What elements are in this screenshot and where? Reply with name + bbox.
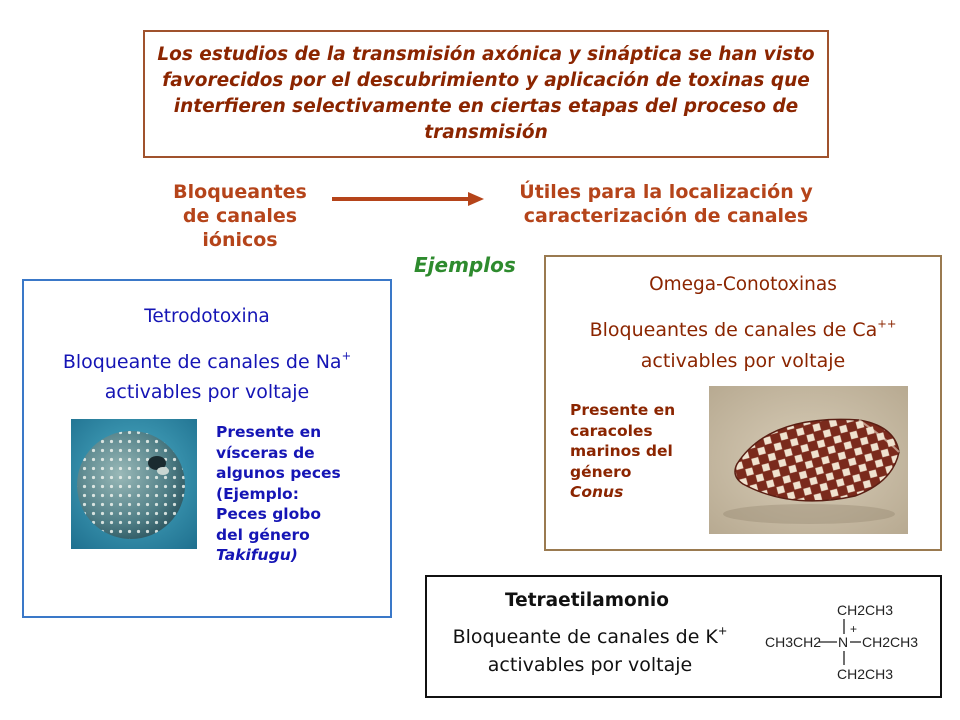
usefulness-heading-line: caracterización de canales (523, 205, 809, 227)
tetrodotoxin-description (24, 347, 390, 407)
omega-desc-text: Bloqueantes de canales de Ca (589, 319, 878, 341)
pufferfish-photo (71, 419, 197, 549)
omega-conotoxin-box (544, 255, 942, 551)
tetraethylammonium-description (427, 623, 753, 679)
formula-left: CH3CH2 (765, 634, 822, 650)
omega-desc-line: activables por voltaje (640, 350, 846, 372)
blockers-heading (158, 180, 322, 252)
calcium-charge: ++ (877, 316, 897, 331)
genus-name: Takifugu) (216, 546, 298, 564)
intro-text: Los estudios de la transmisión axónica y sináptica se han visto favorecidos por el descubrimiento y aplicación de toxinas que interfieren selectivamente en ciertas etapas del proceso de transmisión (157, 44, 815, 143)
tetraethylammonium-title: Tetraetilamonio (505, 590, 669, 611)
tetrodotoxin-desc-line: activables por voltaje (104, 381, 310, 403)
tea-desc-line (427, 623, 753, 651)
formula-right: CH2CH3 (862, 634, 919, 650)
blockers-heading-line: de canales (182, 205, 298, 227)
tetrodotoxin-note (216, 422, 386, 566)
tetraethylammonium-structure (761, 601, 943, 685)
note-line: Presente en (216, 423, 322, 441)
note-line: vísceras de (216, 443, 315, 462)
tea-desc-text: Bloqueante de canales de K (452, 626, 718, 648)
note-line: algunos peces (216, 464, 341, 482)
usefulness-heading (478, 180, 854, 228)
note-line: caracoles (570, 421, 653, 440)
intro-box (143, 30, 829, 158)
right-arrow-icon (330, 189, 486, 209)
tetrodotoxin-desc-text: Bloqueante de canales de Na (62, 351, 342, 373)
formula-top: CH2CH3 (837, 602, 894, 618)
omega-desc-line (546, 315, 940, 346)
potassium-charge: + (717, 623, 728, 638)
formula-bottom: CH2CH3 (837, 666, 894, 682)
omega-conotoxin-title: Omega-Conotoxinas (649, 274, 837, 295)
genus-name: Conus (570, 483, 624, 501)
blockers-heading-line: iónicos (202, 229, 278, 251)
formula-center: N (838, 634, 849, 650)
cone-snail-photo (709, 386, 908, 534)
tetrodotoxin-box (22, 279, 392, 618)
tetrodotoxin-title: Tetrodotoxina (144, 306, 270, 327)
note-line: marinos del (570, 442, 673, 460)
usefulness-heading-line: Útiles para la localización y (519, 181, 813, 203)
blockers-heading-line: Bloqueantes (173, 181, 307, 203)
tetrodotoxin-desc-line (24, 347, 390, 377)
note-line: del género (216, 525, 310, 544)
omega-conotoxin-description (546, 315, 940, 377)
note-line: (Ejemplo: (216, 484, 299, 503)
note-line: género (570, 462, 632, 481)
omega-conotoxin-note (570, 400, 720, 503)
sodium-charge: + (341, 348, 352, 363)
note-line: Peces globo (216, 505, 321, 523)
formula-charge: + (850, 622, 858, 636)
note-line: Presente en (570, 401, 676, 419)
examples-label: Ejemplos (414, 253, 516, 277)
tea-desc-line: activables por voltaje (487, 654, 693, 676)
tetraethylammonium-box (425, 575, 942, 698)
